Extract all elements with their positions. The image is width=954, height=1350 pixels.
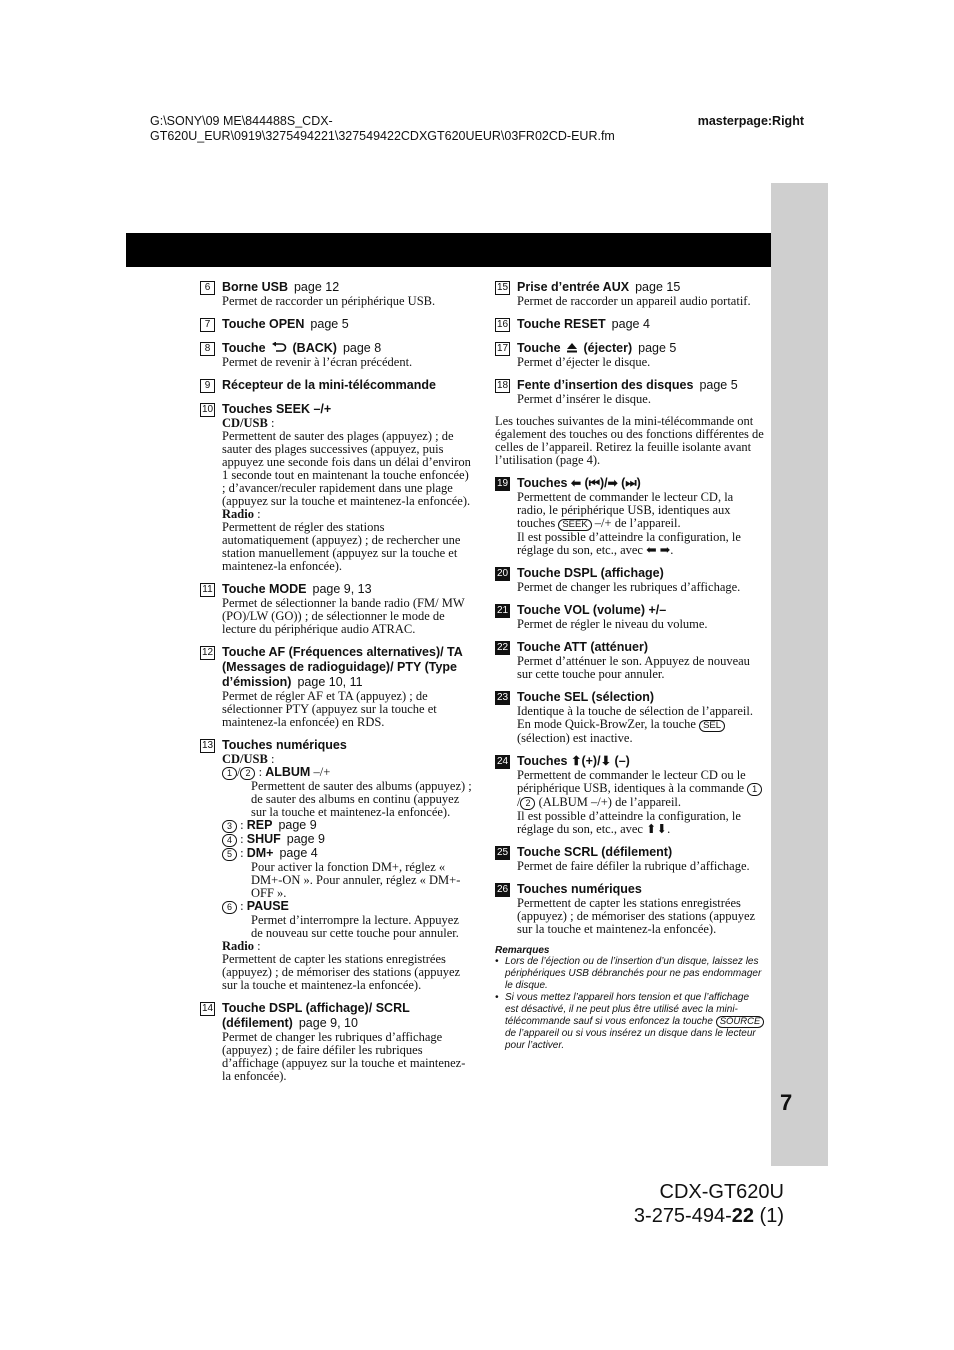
eject-icon: [566, 342, 578, 353]
key-1: 1: [747, 783, 762, 796]
paren: (: [584, 476, 589, 490]
entry-number: 20: [497, 568, 509, 579]
page-ref: page 9: [278, 818, 317, 832]
entry-usb-port: [200, 280, 472, 308]
key-3: 3: [222, 820, 237, 833]
entry-number: 16: [497, 319, 509, 330]
entry-number: 26: [497, 884, 509, 895]
pause-desc: Permet d’interrompre la lecture. Appuyez de nouveau sur cette touche pour annuler.: [251, 913, 459, 940]
entry-disc-slot: [495, 378, 765, 406]
key-5: 5: [222, 848, 237, 861]
entry-open: [200, 317, 472, 332]
album-desc: Permettent de sauter des albums (appuyez) ; de sauter des albums en continu (appuyez sur la touche et maintenez-la enfoncée).: [251, 779, 472, 819]
entry-remote-receiver: [200, 378, 472, 393]
page-ref: page 9, 10: [298, 1016, 358, 1030]
entry-title: Borne USB: [222, 280, 288, 294]
entry-remote-att: [495, 640, 765, 681]
entry-desc: Permet de régler AF et TA (appuyez) ; de sélectionner PTY (appuyez sur la touche et maintenez-la enfoncée) en RDS.: [222, 689, 437, 729]
key-1: 1: [222, 767, 237, 780]
page-ref: page 9, 13: [312, 582, 372, 596]
sub-label-cdusb: CD/USB: [222, 416, 268, 430]
entry-desc: Permet de raccorder un appareil audio portatif.: [517, 294, 751, 308]
entry-seek: [200, 402, 472, 573]
remarks-title: Remarques: [495, 945, 550, 956]
arrow-left-icon: ⬅: [646, 543, 657, 557]
entry-desc: Permet de sélectionner la bande radio (FM/ MW (PO)/LW (GO)) ; de sélectionner le mode de lecture du périphérique audio ATRAC.: [222, 596, 465, 636]
remark-item: [495, 992, 765, 1052]
entry-title: Touches numériques: [222, 738, 347, 752]
prev-track-icon: ⏮: [588, 476, 600, 490]
page-ref: page 12: [293, 280, 340, 294]
remark-item: [495, 956, 765, 992]
code-prefix: 3-275-494-: [633, 1205, 732, 1227]
key-2: 2: [240, 767, 255, 780]
page-ref: page 5: [310, 317, 349, 331]
next-track-icon: ⏭: [625, 476, 637, 490]
entry-number: 12: [202, 647, 214, 658]
source-key: SOURCE: [716, 1016, 765, 1028]
page-ref: page 4: [611, 317, 650, 331]
entry-number: 14: [202, 1003, 214, 1014]
entry-desc: Permet d’atténuer le son. Appuyez de nouveau sur cette touche pour annuler.: [517, 654, 750, 681]
entry-desc: –/+ de l’appareil.: [591, 516, 681, 530]
entry-desc: Permet de régler le niveau du volume.: [517, 617, 708, 631]
album-label: ALBUM: [265, 765, 311, 779]
page-ref: page 5: [699, 378, 738, 392]
header-path-line1: G:\SONY\09 ME\844488S_CDX-: [150, 114, 333, 128]
sub-label-cdusb: CD/USB: [222, 752, 268, 766]
entry-number: 23: [497, 692, 509, 703]
section-header-bar: [126, 233, 771, 267]
entry-title: Touche SCRL (défilement): [517, 845, 673, 859]
entry-title: Touches SEEK –/+: [222, 402, 332, 416]
entry-title: Touche VOL (volume) +/–: [517, 603, 667, 617]
plus-label: (+)/: [581, 754, 601, 768]
entry-number: 8: [200, 342, 215, 356]
key-6: 6: [222, 901, 237, 914]
entry-title: Touches numériques: [517, 882, 642, 896]
code-suffix: (1): [754, 1205, 784, 1227]
entry-number: 19: [497, 478, 509, 489]
entry-title: Récepteur de la mini-télécommande: [222, 378, 436, 392]
entry-aux: [495, 280, 765, 308]
entry-title: Touche DSPL (affichage): [517, 566, 664, 580]
entry-number: 7: [200, 318, 215, 332]
album-suffix: –/+: [310, 765, 331, 779]
header-file-path: [150, 114, 670, 144]
entry-title: Touche MODE: [222, 582, 307, 596]
sub-label-radio: Radio: [222, 507, 254, 521]
minus-label: (–): [614, 754, 630, 768]
entry-dspl-scrl: [200, 1001, 472, 1083]
arrow-up-icon: ⬆: [570, 754, 582, 768]
page-ref: page 4: [279, 846, 318, 860]
entry-desc: Permettent de commander le lecteur CD, la radio, le périphérique USB, identiques aux touches: [517, 490, 734, 530]
entry-title: Touche AF (Fréquences alternatives)/ TA (Messages de radioguidage)/ PTY (Type d’émission): [222, 645, 463, 689]
entry-desc: Permettent de sauter des plages (appuyez) ; de sauter des plages successives (appuyez, puis appuyez une seconde fois dans un délai d’environ 1 seconde tout en maintenant la touche enfoncée) ; d’avancer/reculer rapidement dans une plage (appuyez sur la touche et maintenez-la enfoncée).: [222, 429, 471, 508]
entry-title: Touche SEL (sélection): [517, 690, 655, 704]
period: .: [667, 822, 671, 836]
colon: :: [267, 752, 275, 766]
dm-desc: Pour activer la fonction DM+, réglez « DM+-ON ». Pour annuler, réglez « DM+-OFF ».: [251, 860, 461, 900]
colon: :: [267, 416, 275, 430]
entry-desc: Permet d’éjecter le disque.: [517, 355, 651, 369]
entry-desc: Permet de changer les rubriques d’affichage.: [517, 580, 741, 594]
key-2: 2: [520, 797, 535, 810]
page-number: 7: [780, 1090, 793, 1115]
entry-desc: (sélection) est inactive.: [517, 731, 633, 745]
entry-number: 6: [200, 281, 215, 295]
entry-number: 10: [202, 404, 214, 415]
paren: ): [636, 476, 641, 490]
entry-remote-number-keys: [495, 882, 765, 936]
arrow-down-icon: ⬇: [656, 822, 668, 836]
side-tab: [771, 183, 828, 1166]
entry-title-suffix: (BACK): [292, 341, 337, 355]
header-masterpage: masterpage:Right: [697, 114, 804, 128]
entry-mode: [200, 582, 472, 636]
sub-label-radio: Radio: [222, 939, 254, 953]
arrow-left-icon: ⬅: [570, 476, 582, 490]
colon: :: [253, 939, 261, 953]
sel-key: SEL: [699, 720, 725, 732]
entry-title: Touches: [517, 754, 568, 768]
entry-number: 13: [202, 740, 214, 751]
arrow-down-icon: ⬇: [600, 754, 612, 768]
colon: :: [253, 507, 261, 521]
header-path-line2: GT620U_EUR\0919\3275494221\327549422CDXGT620UEUR\03FR02CD-EUR.fm: [150, 129, 615, 143]
page-ref: page 5: [638, 341, 677, 355]
entry-title: Touche OPEN: [222, 317, 305, 331]
entry-desc: (ALBUM –/+) de l’appareil.: [538, 795, 682, 809]
entry-desc: Permettent de capter les stations enregistrées (appuyez) ; de mémoriser des stations (appuyez sur la touche et maintenez-la enfoncée).: [517, 896, 756, 936]
remark-text: Si vous mettez l’appareil hors tension et que l’affichage est désactivé, il ne peut plus être utilisé avec la mini-télécommande sauf si vous enfoncez la touche: [505, 992, 750, 1027]
entry-number: 18: [497, 380, 509, 391]
bullet: •: [495, 992, 499, 1003]
entry-desc: Identique à la touche de sélection de l’appareil.: [517, 704, 754, 718]
entry-eject: [495, 341, 765, 369]
entry-number: 25: [497, 847, 509, 858]
entry-remote-vol: [495, 603, 765, 631]
model-code: [634, 1204, 784, 1228]
entry-title: Touche RESET: [517, 317, 606, 331]
entry-title: Touche: [222, 341, 266, 355]
entry-remote-up-down: 24 Touches ⬆(+)/⬇ (–) Permettent de commander le lecteur CD ou le périphérique USB, identiques à la commande 1/ 2 (ALBUM –/+) de l’appareil. Il est possible d’atteindre la configuration, le réglage du son, etc., avec ⬆⬇.: [495, 754, 765, 836]
entry-af-ta-pty: [200, 645, 472, 729]
back-icon: [271, 342, 287, 353]
entry-title: Fente d’insertion des disques: [517, 378, 694, 392]
entry-title: Prise d’entrée AUX: [517, 280, 630, 294]
entry-number: 22: [497, 642, 509, 653]
arrow-up-icon: ⬆: [646, 822, 657, 836]
entry-desc: Permet de revenir à l’écran précédent.: [222, 355, 413, 369]
entry-number: 21: [497, 605, 509, 616]
page-ref: page 15: [635, 280, 681, 294]
entry-remote-dspl: [495, 566, 765, 594]
entry-remote-prev-next: [495, 476, 765, 557]
seek-key: SEEK: [558, 519, 591, 531]
left-column: [200, 280, 472, 1092]
entry-desc: En mode Quick-BrowZer, la touche: [517, 717, 696, 731]
key-4: 4: [222, 834, 237, 847]
arrow-right-icon: ➡: [607, 476, 618, 490]
entry-number: 24: [497, 756, 509, 767]
entry-remote-scrl: [495, 845, 765, 873]
bullet: •: [495, 956, 499, 967]
dm-label: DM+: [246, 846, 274, 860]
entry-desc: Permettent de commander le lecteur CD ou le périphérique USB, identiques à la commande: [517, 768, 746, 795]
entry-number: 9: [200, 379, 215, 393]
page-ref: page 9: [286, 832, 325, 846]
paren: (: [621, 476, 626, 490]
remote-intro-text: Les touches suivantes de la mini-télécommande ont également des touches ou des fonctions différentes de celles de l’appareil. Retirez la feuille isolante avant l’utilisation (page 4).: [495, 414, 764, 467]
entry-desc: Permet de changer les rubriques d’affichage (appuyez) ; de faire défiler les rubriques d’affichage (appuyez sur la touche et maintenez-la enfoncée).: [222, 1030, 466, 1083]
remark-text: de l’appareil ou si vous insérez un disque dans le lecteur pour l’activer.: [505, 1028, 756, 1051]
entry-number: 15: [497, 282, 509, 293]
entry-number: 17: [497, 343, 509, 354]
entry-number: 11: [200, 583, 215, 597]
entry-reset: [495, 317, 765, 332]
rep-label: REP: [246, 818, 273, 832]
entry-desc: Permettent de capter les stations enregistrées (appuyez) ; de mémoriser des stations (appuyez sur la touche et maintenez-la enfoncée).: [222, 952, 461, 992]
code-bold: 22: [731, 1205, 754, 1227]
remark-text: Lors de l’éjection ou de l’insertion d’un disque, laissez les périphériques USB débranchés pour ne pas endommager le disque.: [505, 956, 762, 991]
entry-remote-sel: [495, 690, 765, 745]
entry-desc: Il est possible d’atteindre la configuration, le réglage du son, etc., avec: [517, 530, 741, 557]
shuf-label: SHUF: [246, 832, 281, 846]
entry-number-keys: 13 Touches numériques CD/USB : 1 / 2 : ALBUM –/+ Permettent de sauter des albums (appuyez) ; de sauter des albums en continu (appuyez sur la touche et maintenez-la enfoncée). 3 : REP page 9 4 : SHUF page 9 5 : DM+ page 4 Pour activer la fonction DM+, réglez « DM+-ON ». Pour annuler, réglez « DM+-OFF ». 6 : PAUSE Permet d’interrompre la lecture. Appuyez de nouveau sur cette touche pour annuler. Radio : Permettent de capter les stations enregistrées (appuyez) ; de mémoriser des stations (appuyez sur la touche et maintenez-la enfoncée).: [202, 738, 472, 992]
right-column: [495, 280, 765, 1052]
entry-desc: Il est possible d’atteindre la configuration, le réglage du son, etc., avec: [517, 809, 741, 836]
entry-title: Touches: [517, 476, 568, 490]
page-ref: page 8: [342, 341, 382, 355]
entry-title: Touche: [517, 341, 561, 355]
page-ref: page 10, 11: [297, 675, 363, 689]
period: .: [670, 543, 674, 557]
entry-title-suffix: (éjecter): [583, 341, 633, 355]
model-name: CDX-GT620U: [659, 1181, 784, 1203]
pause-label: PAUSE: [246, 899, 289, 913]
entry-desc: Permet d’insérer le disque.: [517, 392, 651, 406]
entry-desc: Permet de faire défiler la rubrique d’affichage.: [517, 859, 750, 873]
model-footer: [634, 1180, 784, 1228]
arrow-right-icon: ➡: [659, 543, 671, 557]
entry-desc: Permet de raccorder un périphérique USB.: [222, 294, 436, 308]
entry-desc: Permettent de régler des stations automatiquement (appuyez) ; de rechercher une station manuellement (appuyez sur la touche et maintenez-la enfoncée).: [222, 520, 461, 573]
entry-title: Touche ATT (atténuer): [517, 640, 649, 654]
entry-back: [200, 341, 472, 369]
entry-title: Touche DSPL (affichage)/ SCRL (défilement): [222, 1001, 410, 1030]
separator: )/: [599, 476, 608, 490]
